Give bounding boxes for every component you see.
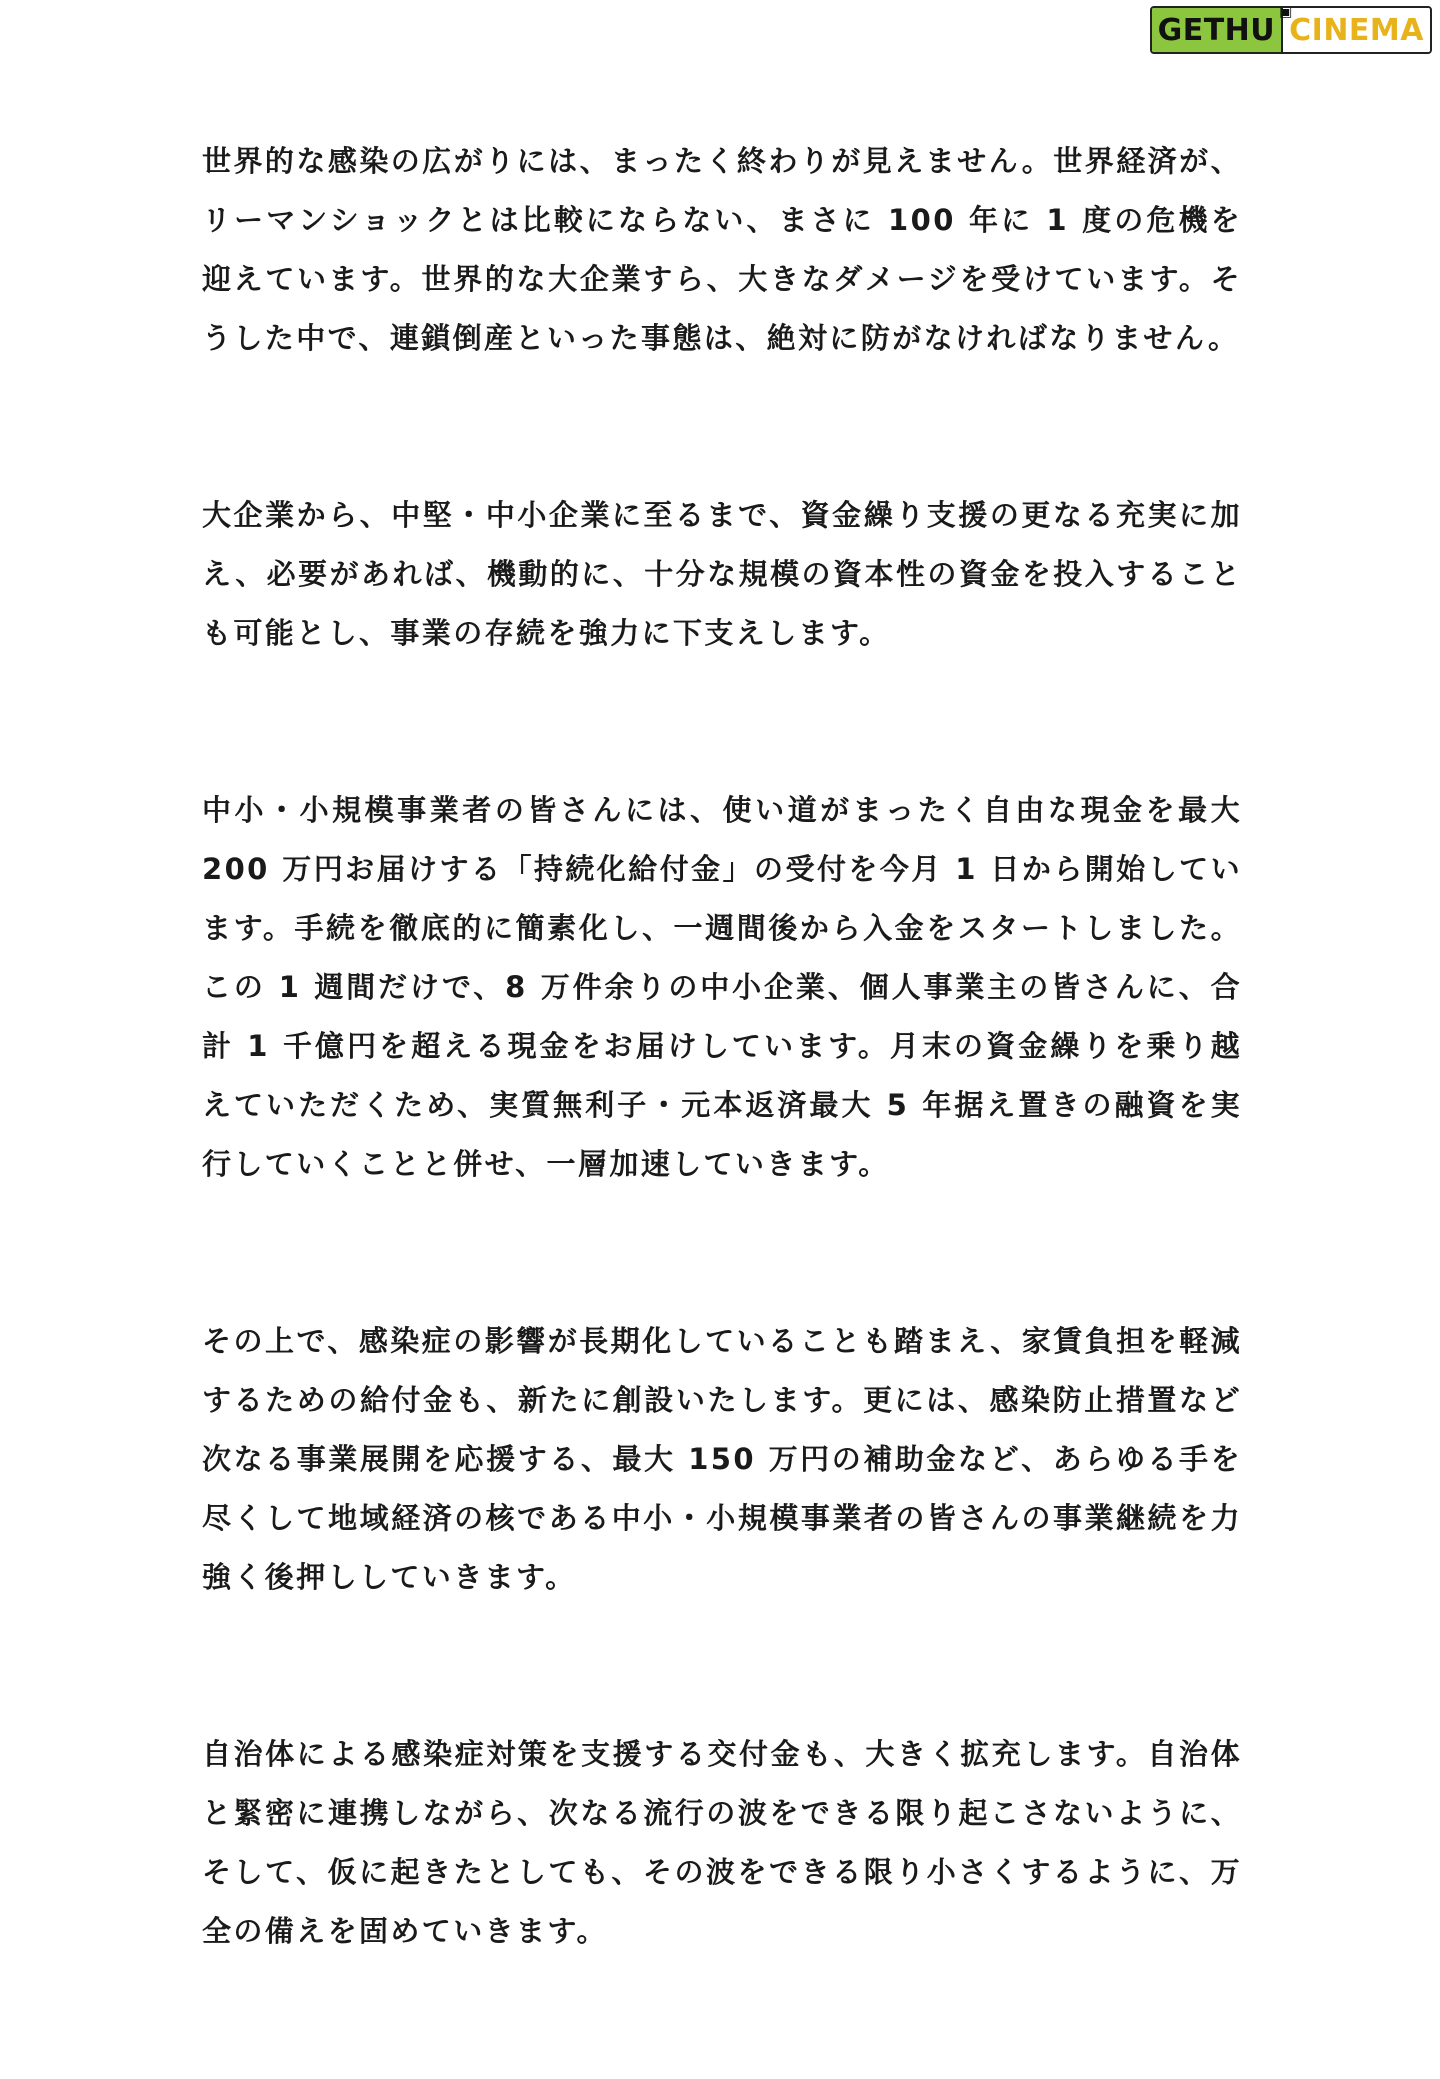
paragraph-4: その上で、感染症の影響が長期化していることも踏まえ、家賃負担を軽減するための給付金も、新たに創設いたします。更には、感染防止措置など次なる事業展開を応援する、最大 150 万円の補助金など、あらゆる手を尽くして地域経済の核である中小・小規模事業者の皆さんの事業継続を力強く後押ししていきます。 (202, 1324, 1242, 1594)
logo-text-gethu: GETHU (1152, 8, 1284, 52)
logo-text-cinema (1279, 6, 1430, 52)
paragraph-2: 大企業から、中堅・中小企業に至るまで、資金繰り支援の更なる充実に加え、必要があれば、機動的に、十分な規模の資本性の資金を投入することも可能とし、事業の存続を強力に下支えします。 (202, 498, 1242, 650)
statement-body (202, 132, 1242, 2079)
logo-text-cinema-label: CINEMA (1289, 12, 1424, 48)
gethu-cinema-logo (1150, 6, 1432, 54)
camera-icon: ▣ (1279, 6, 1293, 20)
paragraph-5: 自治体による感染症対策を支援する交付金も、大きく拡充します。自治体と緊密に連携しながら、次なる流行の波をできる限り起こさないように、そして、仮に起きたとしても、その波をできる限り小さくするように、万全の備えを固めていきます。 (202, 1737, 1242, 1948)
paragraph-1: 世界的な感染の広がりには、まったく終わりが見えません。世界経済が、リーマンショックとは比較にならない、まさに 100 年に 1 度の危機を迎えています。世界的な大企業すら、大きなダメージを受けています。そうした中で、連鎖倒産といった事態は、絶対に防がなければなりません。 (202, 144, 1242, 355)
paragraph-3: 中小・小規模事業者の皆さんには、使い道がまったく自由な現金を最大 200 万円お届けする「持続化給付金」の受付を今月 1 日から開始しています。手続を徹底的に簡素化し、一週間後から入金をスタートしました。この 1 週間だけで、8 万件余りの中小企業、個人事業主の皆さんに、合計 1 千億円を超える現金をお届けしています。月末の資金繰りを乗り越えていただくため、実質無利子・元本返済最大 5 年据え置きの融資を実行していくことと併せ、一層加速していきます。 (202, 793, 1242, 1181)
